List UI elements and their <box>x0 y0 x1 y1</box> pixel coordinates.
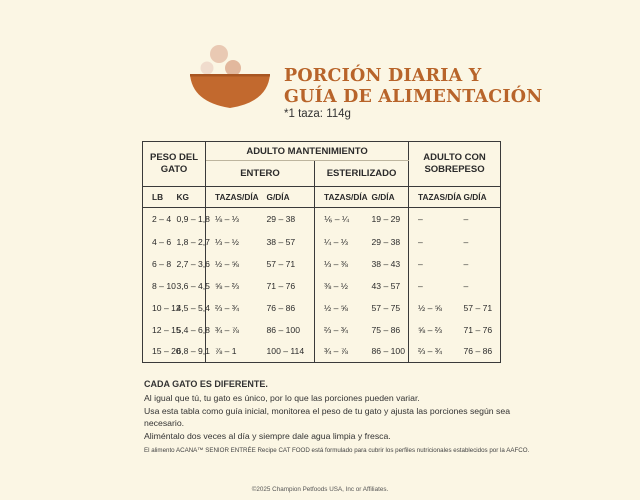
whole-cups-cell: ⅝ – ⅔ <box>215 280 239 291</box>
overweight-grams-cell: – <box>459 231 501 253</box>
kg-cell: 2,7 – 3,6 <box>172 253 206 275</box>
sterilized-cups-cell: ⅜ – ½ <box>324 280 348 291</box>
overweight-grams-cell: 57 – 71 <box>459 297 501 319</box>
whole-cups-cell: ¾ – ⅞ <box>215 324 239 335</box>
lb-cell: 2 – 4 <box>143 208 172 231</box>
sterilized-grams-header: G/DÍA <box>367 187 409 208</box>
whole-grams-header: G/DÍA <box>267 187 315 208</box>
notes-line-1: Al igual que tú, tu gato es único, por lo que las porciones pueden variar. <box>144 392 420 403</box>
sterilized-cups-cell: ⅓ – ⅜ <box>324 258 348 269</box>
whole-grams-cell: 86 – 100 <box>267 319 315 341</box>
sterilized-cups-cell: ⅔ – ¾ <box>324 324 348 335</box>
whole-grams-cell: 100 – 114 <box>267 341 315 363</box>
adult-maintenance-header: ADULTO MANTENIMIENTO <box>206 142 409 161</box>
weight-header: PESO DEL GATO <box>143 142 206 187</box>
overweight-grams-cell: – <box>459 253 501 275</box>
feeding-table <box>142 141 501 363</box>
whole-cups-cell: ⅞ – 1 <box>206 341 267 363</box>
sterilized-cups-cell: ¾ – ⅞ <box>315 341 367 363</box>
sterilized-grams-cell: 38 – 43 <box>367 253 409 275</box>
overweight-grams-cell: – <box>459 275 501 297</box>
whole-grams-cell: 29 – 38 <box>267 208 315 231</box>
title-line-1: PORCIÓN DIARIA Y <box>284 66 482 86</box>
lb-cell: 10 – 12 <box>143 297 172 319</box>
notes-heading: CADA GATO ES DIFERENTE. <box>144 379 268 389</box>
lb-cell: 12 – 15 <box>143 319 172 341</box>
page-title <box>284 66 584 108</box>
sterilized-cups-cell: ½ – ⅝ <box>324 302 348 313</box>
overweight-grams-cell: – <box>459 208 501 231</box>
overweight-cups-cell: – <box>418 280 423 291</box>
table-row <box>143 231 501 253</box>
overweight-cups-cell: – <box>418 236 423 247</box>
notes-line-2: Usa esta tabla como guía inicial, monitorea el peso de tu gato y ajusta las porciones según sea necesario. <box>144 405 511 429</box>
lb-header: LB <box>143 187 172 208</box>
whole-cups-cell: ⅓ – ½ <box>215 236 239 247</box>
sterilized-grams-cell: 75 – 86 <box>367 319 409 341</box>
kg-cell: 4,5 – 5,4 <box>172 297 206 319</box>
overweight-header: ADULTO CON SOBREPESO <box>409 142 501 187</box>
overweight-cups-cell: ½ – ⅝ <box>418 302 442 313</box>
whole-cups-header: TAZAS/DÍA <box>206 187 267 208</box>
sterilized-header: ESTERILIZADO <box>315 161 409 187</box>
whole-cups-cell: ⅔ – ¾ <box>215 302 239 313</box>
kg-cell: 1,8 – 2,7 <box>172 231 206 253</box>
sterilized-grams-cell: 29 – 38 <box>367 231 409 253</box>
table-row <box>143 253 501 275</box>
cup-size-note: *1 taza: 114g <box>284 108 351 120</box>
feeding-notes <box>144 378 544 458</box>
lb-cell: 6 – 8 <box>143 253 172 275</box>
table-row <box>143 341 501 363</box>
sterilized-grams-cell: 86 – 100 <box>367 341 409 363</box>
copyright-text: ©2025 Champion Petfoods USA, Inc or Affiliates. <box>251 486 389 493</box>
whole-grams-cell: 57 – 71 <box>267 253 315 275</box>
overweight-grams-header: G/DÍA <box>459 187 501 208</box>
sterilized-grams-cell: 43 – 57 <box>367 275 409 297</box>
sterilized-cups-header: TAZAS/DÍA <box>315 187 367 208</box>
kg-cell: 6,8 – 9,1 <box>172 341 206 363</box>
title-line-2: GUÍA DE ALIMENTACIÓN <box>284 87 543 107</box>
sterilized-grams-cell: 57 – 75 <box>367 297 409 319</box>
whole-cups-cell: ⅛ – ⅓ <box>215 214 239 225</box>
whole-grams-cell: 76 – 86 <box>267 297 315 319</box>
aafco-statement: El alimento ACANA™ SENIOR ENTRÉE Recipe CAT FOOD está formulado para cubrir los perfiles nutricionales establecidos por la AAFCO. <box>144 446 530 454</box>
overweight-cups-cell: – <box>418 214 423 225</box>
kg-header: KG <box>172 187 206 208</box>
kg-cell: 0,9 – 1,8 <box>172 208 206 231</box>
lb-cell: 15 – 20 <box>143 341 172 363</box>
whole-grams-cell: 38 – 57 <box>267 231 315 253</box>
whole-header: ENTERO <box>206 161 315 187</box>
notes-line-3: Aliméntalo dos veces al día y siempre dale agua limpia y fresca. <box>144 431 391 442</box>
kg-cell: 3,6 – 4,5 <box>172 275 206 297</box>
table-row <box>143 297 501 319</box>
whole-cups-cell: ½ – ⅝ <box>215 258 239 269</box>
sterilized-cups-cell: ⅙ – ¼ <box>324 213 350 224</box>
lb-cell: 8 – 10 <box>143 275 172 297</box>
overweight-cups-cell: ⅝ – ⅔ <box>418 324 442 335</box>
overweight-cups-cell: ⅔ – ¾ <box>409 341 459 363</box>
overweight-cups-header: TAZAS/DÍA <box>409 187 459 208</box>
whole-grams-cell: 71 – 76 <box>267 275 315 297</box>
sterilized-grams-cell: 19 – 29 <box>367 208 409 231</box>
overweight-grams-cell: 76 – 86 <box>459 341 501 363</box>
table-row <box>143 208 501 231</box>
table-row <box>143 275 501 297</box>
kg-cell: 5,4 – 6,8 <box>172 319 206 341</box>
overweight-grams-cell: 71 – 76 <box>459 319 501 341</box>
lb-cell: 4 – 6 <box>143 231 172 253</box>
overweight-cups-cell: – <box>418 258 423 269</box>
table-row <box>143 319 501 341</box>
sterilized-cups-cell: ¼ – ⅓ <box>324 236 348 247</box>
food-bowl-icon <box>188 44 272 110</box>
